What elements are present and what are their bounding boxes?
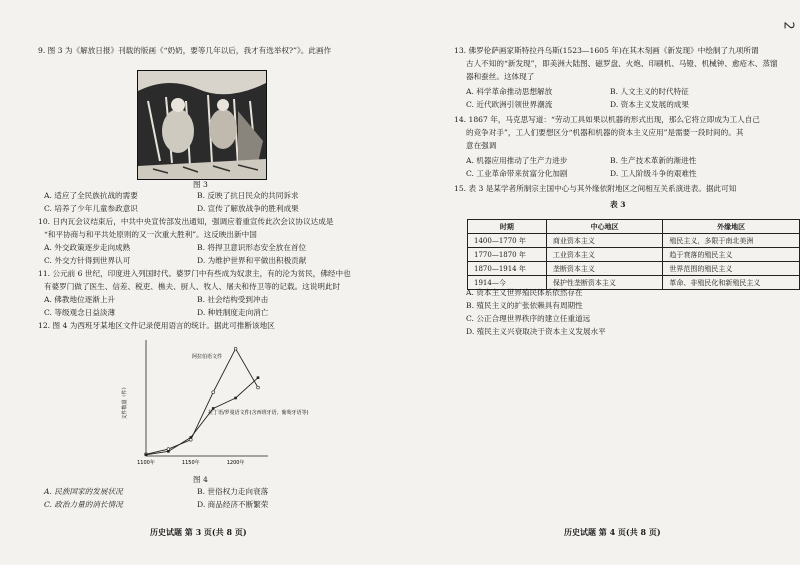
q10-option-a: A. 外交政策逐步走向成熟 bbox=[44, 243, 131, 252]
table-row bbox=[468, 248, 800, 262]
table3-title: 表 3 bbox=[610, 200, 626, 209]
table-row bbox=[468, 234, 800, 248]
fig3-label: 图 3 bbox=[193, 180, 208, 189]
q11-option-a: A. 佛教地位逐渐上升 bbox=[44, 295, 116, 304]
q11-option-b: B. 社会结构受到冲击 bbox=[197, 295, 269, 304]
table-cell: 工业资本主义 bbox=[546, 248, 663, 262]
table-header-periphery: 外缘地区 bbox=[663, 220, 800, 234]
table3 bbox=[467, 219, 800, 290]
q14-line2: 的竞争对手”，工人们要想区分“机器和机器的资本主义应用”是需要一段时间的。其 bbox=[466, 128, 744, 137]
table-cell: 殖民主义，多限于南北美洲 bbox=[663, 234, 800, 248]
data-point bbox=[234, 347, 237, 350]
q9-stem: 9. 图 3 为《解放日报》刊载的版画《“奶奶，要等几年以后，我才有选举权?”》。此画作 bbox=[38, 46, 332, 55]
table-header-center: 中心地区 bbox=[546, 220, 663, 234]
q9-option-d: D. 宣传了解放战争的胜利成果 bbox=[197, 204, 299, 213]
q14-option-d: D. 工人阶级斗争的艰难性 bbox=[610, 169, 697, 178]
q14-option-b: B. 生产技术革新的渐进性 bbox=[610, 156, 697, 165]
q13-line1: 13. 佛罗伦萨画家斯特拉丹乌斯(1523—1605 年)在其木刻画《新发现》中绘制了九项所谓 bbox=[454, 46, 759, 55]
q14-option-a: A. 机器应用推动了生产力进步 bbox=[466, 156, 568, 165]
q13-line2: 古人不知的“新发现”，即美洲大陆图、磁罗盘、火炮、印刷机、马镫、机械钟、愈疮木、蒸馏 bbox=[466, 59, 778, 68]
woodcut-illustration bbox=[138, 71, 266, 179]
q14-line1: 14. 1867 年，马克思写道：“劳动工具如果以机器的形式出现，那么它将立即成为工人自己 bbox=[454, 115, 760, 124]
q9-option-b: B. 反映了抗日民众的共同诉求 bbox=[197, 191, 299, 200]
q13-option-a: A. 科学革命推动思想解放 bbox=[466, 87, 553, 96]
table-cell: 垄断资本主义 bbox=[546, 262, 663, 276]
series-label-arabic: 阿拉伯语文件 bbox=[192, 354, 223, 360]
x-tick-label: 1150年 bbox=[181, 460, 200, 466]
data-point bbox=[257, 376, 260, 379]
q9-option-c: C. 培养了少年儿童参政意识 bbox=[44, 204, 138, 213]
q10-option-b: B. 将捍卫意识形态安全放在首位 bbox=[197, 243, 307, 252]
data-point bbox=[167, 448, 170, 451]
q13-line3: 器和蚕丝。这体现了 bbox=[466, 72, 535, 81]
table-cell: 1400—1770 年 bbox=[468, 234, 547, 248]
table-header-row bbox=[468, 220, 800, 234]
table-cell: 革命、非殖民化和新殖民主义 bbox=[663, 276, 800, 290]
fig4-line-chart bbox=[118, 332, 309, 472]
q15-option-d: D. 殖民主义兴衰取决于资本主义发展水平 bbox=[466, 327, 606, 336]
table-cell: 保护性垄断资本主义 bbox=[546, 276, 663, 290]
table-cell: 世界范围的殖民主义 bbox=[663, 262, 800, 276]
data-point bbox=[257, 386, 260, 389]
data-point bbox=[212, 391, 215, 394]
table-row bbox=[468, 262, 800, 276]
q14-option-c: C. 工业革命带来贫富分化加剧 bbox=[466, 169, 568, 178]
table-cell: 1914—今 bbox=[468, 276, 547, 290]
q12-option-c: C. 政治力量的消长情况 bbox=[44, 500, 123, 509]
data-point bbox=[145, 454, 148, 457]
q10-line1: 10. 日内瓦会议结束后，中共中央宣传部发出通知，强调应着重宣传此次会议协议达成是 bbox=[38, 217, 334, 226]
q10-line2: “和平协商与和平共处原则的又一次重大胜利”。这反映出新中国 bbox=[44, 230, 257, 239]
q15-option-a: A. 资本主义世界殖民体系依然存在 bbox=[466, 288, 583, 297]
q12-option-b: B. 世俗权力走向衰落 bbox=[197, 487, 269, 496]
table-cell: 商业资本主义 bbox=[546, 234, 663, 248]
q13-option-b: B. 人文主义的时代特征 bbox=[610, 87, 689, 96]
q12-option-a: A. 民族国家的发展状况 bbox=[44, 487, 123, 496]
data-point bbox=[190, 436, 193, 439]
q11-option-d: D. 种姓制度走向消亡 bbox=[197, 308, 269, 317]
q15-option-b: B. 殖民主义的扩张依赖具有周期性 bbox=[466, 301, 583, 310]
q13-option-c: C. 近代欧洲引领世界潮流 bbox=[466, 100, 553, 109]
left-footer: 历史试题 第 3 页(共 8 页) bbox=[150, 527, 247, 537]
q13-option-d: D. 资本主义发展的成果 bbox=[610, 100, 689, 109]
table-cell: 1770—1870 年 bbox=[468, 248, 547, 262]
data-point bbox=[189, 438, 192, 441]
q11-line2: 有婆罗门做了医生、信差、税吏、樵夫、厨人、牧人、屠夫和侍卫等的记载。这说明此时 bbox=[44, 282, 341, 291]
data-point bbox=[167, 450, 170, 453]
q10-option-c: C. 外交方针得到世界认可 bbox=[44, 256, 131, 265]
q11-option-c: C. 等级观念日益淡薄 bbox=[44, 308, 116, 317]
y-axis-label: 文件数量（件） bbox=[122, 384, 128, 420]
fig4-label: 图 4 bbox=[193, 475, 208, 484]
x-tick-label: 1200年 bbox=[226, 460, 245, 466]
q11-line1: 11. 公元前 6 世纪，印度进入列国时代。婆罗门中有些成为奴隶主，有的沦为贫民，佛经中也 bbox=[38, 269, 351, 278]
q15-option-c: C. 公正合理世界秩序的建立任重道远 bbox=[466, 314, 591, 323]
table-cell: 趋于衰落的殖民主义 bbox=[663, 248, 800, 262]
q9-option-a: A. 适应了全民族抗战的需要 bbox=[44, 191, 138, 200]
table-cell: 1870—1914 年 bbox=[468, 262, 547, 276]
x-tick-label: 1100年 bbox=[137, 460, 155, 466]
series-label-latin: 拉丁语/罗曼语文件(含西班牙语、葡萄牙语等) bbox=[208, 410, 309, 416]
q12-stem: 12. 图 4 为西班牙某地区文件记录使用语言的统计。据此可推断该地区 bbox=[38, 321, 275, 330]
page-number-mark: 2 bbox=[780, 21, 796, 30]
woodcut-figure bbox=[137, 70, 267, 180]
q14-line3: 意在强调 bbox=[466, 141, 497, 150]
q10-option-d: D. 为维护世界和平做出积极贡献 bbox=[197, 256, 307, 265]
q15-stem: 15. 表 3 是某学者所制宗主国中心与其外缘依附地区之间相互关系演进表。据此可知 bbox=[454, 184, 737, 193]
table-row bbox=[468, 276, 800, 290]
right-footer: 历史试题 第 4 页(共 8 页) bbox=[564, 527, 661, 537]
data-point bbox=[234, 397, 237, 400]
table-header-period: 时期 bbox=[468, 220, 547, 234]
series-line-0 bbox=[146, 349, 258, 455]
q12-option-d: D. 商品经济不断繁荣 bbox=[197, 500, 269, 509]
